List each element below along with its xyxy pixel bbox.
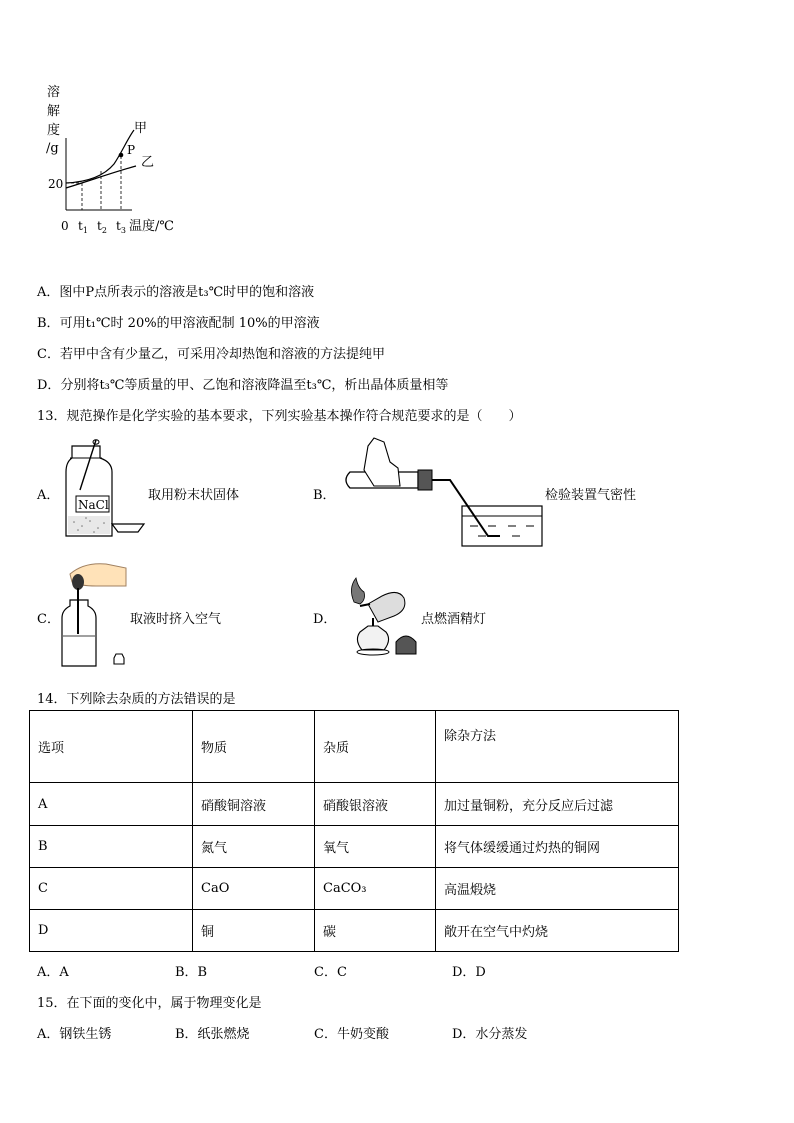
row-a-impurity: 硝酸银溶液	[315, 783, 436, 826]
q13-stem: 13．规范操作是化学实验的基本要求，下列实验基本操作符合规范要求的是（ ）	[37, 409, 522, 424]
graph-ylabel-2: 解	[47, 104, 61, 119]
row-d-impurity: 碳	[315, 910, 436, 952]
lamp-cap	[396, 636, 416, 654]
header-substance: 物质	[193, 711, 315, 783]
row-c-impurity: CaCO₃	[315, 868, 436, 910]
row-d-substance: 铜	[193, 910, 315, 952]
dropper-bulb	[72, 574, 84, 590]
table-row	[30, 868, 679, 910]
bottle-label-text: NaCl	[78, 498, 109, 512]
graph-xlabel: 温度/℃	[129, 219, 174, 234]
q14-answer-c: C．C	[314, 965, 347, 980]
q12-option-c-letter: C．	[37, 347, 60, 362]
row-c-method: 高温煅烧	[436, 868, 679, 910]
row-b-substance: 氮气	[193, 826, 315, 868]
q12-option-b-text: 可用t₁℃时 20%的甲溶液配制 10%的甲溶液	[59, 316, 320, 331]
row-c-substance: CaO	[193, 868, 315, 910]
table-header-row	[30, 711, 679, 783]
q13-option-c-letter: C．	[37, 612, 60, 627]
series-yi-label: 乙	[141, 155, 155, 170]
watch-glass-icon	[112, 524, 144, 532]
header-method: 除杂方法	[436, 711, 679, 783]
glass-tube	[432, 480, 500, 536]
row-a-substance: 硝酸铜溶液	[193, 783, 315, 826]
graph-y-tick-20: 20	[48, 177, 64, 191]
q15-answer-c: C．牛奶变酸	[314, 1027, 389, 1042]
row-d-method: 敞开在空气中灼烧	[436, 910, 679, 952]
q12-option-b-letter: B．	[37, 316, 60, 331]
table-row	[30, 783, 679, 826]
q13-option-c-caption: 取液时挤入空气	[130, 612, 222, 627]
row-d-option: D	[30, 910, 193, 952]
graph-ylabel-4: /g	[46, 141, 59, 156]
q13-option-b-caption: 检验装置气密性	[545, 488, 637, 503]
point-p-dot	[119, 153, 124, 158]
powder-fill	[68, 516, 110, 534]
row-b-option: B	[30, 826, 193, 868]
graph-ylabel-3: 度	[47, 123, 61, 138]
q13-illustration-b	[338, 436, 548, 548]
q13-option-a-caption: 取用粉末状固体	[148, 488, 240, 503]
graph-origin: 0	[61, 219, 69, 233]
q12-option-a-letter: A．	[37, 285, 60, 300]
header-impurity: 杂质	[315, 711, 436, 783]
q12-option-c-text: 若甲中含有少量乙，可采用冷却热饱和溶液的方法提纯甲	[59, 347, 385, 362]
q13-illustration-d	[338, 574, 420, 660]
q13-illustration-a	[60, 438, 150, 538]
graph-x-tick-t1: $t_1$	[78, 219, 88, 235]
q12-option-a-text: 图中P点所表示的溶液是t₃℃时甲的饱和溶液	[59, 285, 315, 300]
rubber-stopper	[418, 470, 432, 490]
q14-answer-b: B．B	[175, 965, 208, 980]
hand-icon	[364, 438, 400, 486]
solubility-graph	[40, 80, 190, 240]
q14-answer-d: D．D	[452, 965, 486, 980]
alcohol-lamp	[357, 626, 388, 650]
q14-answer-a: A．A	[37, 965, 69, 980]
table-row	[30, 910, 679, 952]
row-a-option: A	[30, 783, 193, 826]
q12-option-d	[37, 374, 448, 393]
q13-option-b-letter: B．	[313, 488, 336, 503]
q12-option-d-text: 分别将t₃℃等质量的甲、乙饱和溶液降温至t₃℃，析出晶体质量相等	[60, 378, 449, 393]
q13-option-a-letter: A．	[37, 488, 60, 503]
curve-jia	[66, 130, 134, 183]
q15-answer-b: B．纸张燃烧	[175, 1027, 250, 1042]
q13-option-d-letter: D．	[313, 612, 337, 627]
point-p-label: P	[127, 143, 136, 157]
q14-table	[29, 710, 679, 952]
graph-x-tick-t2: $t_2$	[97, 219, 107, 235]
q13-option-d-caption: 点燃酒精灯	[421, 612, 487, 627]
row-a-method: 加过量铜粉，充分反应后过滤	[436, 783, 679, 826]
spatula-icon	[80, 440, 96, 490]
q12-option-d-letter: D．	[37, 378, 61, 393]
q15-stem: 15．在下面的变化中，属于物理变化是	[37, 996, 262, 1011]
row-b-method: 将气体缓缓通过灼热的铜网	[436, 826, 679, 868]
q12-option-c	[37, 343, 385, 362]
table-row	[30, 826, 679, 868]
graph-ylabel-1: 溶	[47, 85, 61, 100]
series-jia-label: 甲	[134, 121, 148, 136]
q14-stem: 14．下列除去杂质的方法错误的是	[37, 692, 236, 707]
tilted-lamp	[368, 592, 405, 622]
q15-answer-d: D．水分蒸发	[452, 1027, 528, 1042]
flame-icon	[351, 578, 364, 604]
header-option: 选项	[30, 711, 193, 783]
q12-option-b	[37, 312, 320, 331]
bottle-stopper	[114, 654, 124, 664]
q15-answer-a: A．钢铁生锈	[37, 1027, 112, 1042]
graph-x-tick-t3: $t_3$	[116, 219, 126, 235]
q12-option-a	[37, 281, 314, 300]
row-b-impurity: 氧气	[315, 826, 436, 868]
q13-illustration-c	[60, 560, 130, 670]
row-c-option: C	[30, 868, 193, 910]
